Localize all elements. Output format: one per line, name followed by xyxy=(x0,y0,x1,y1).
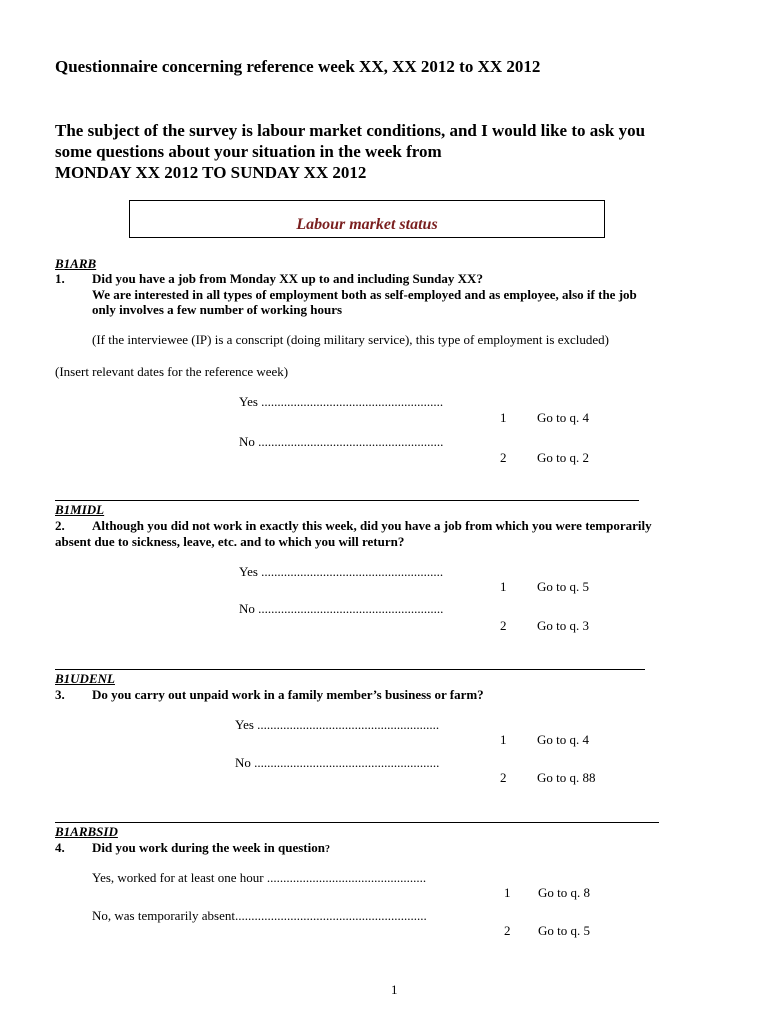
question-code: B1ARBSID xyxy=(55,824,118,839)
answer-option-absent[interactable]: No, was temporarily absent........................................................... xyxy=(92,908,427,923)
answer-code: 2 xyxy=(500,618,507,633)
goto-instruction: Go to q. 8 xyxy=(538,885,590,900)
question-code: B1MIDL xyxy=(55,502,105,517)
goto-instruction: Go to q. 2 xyxy=(537,450,589,465)
answer-code: 2 xyxy=(504,923,511,938)
answer-option-no[interactable]: No ......................................................... xyxy=(235,755,440,770)
separator-line xyxy=(55,669,645,670)
answer-option-yes[interactable]: Yes ........................................................ xyxy=(239,394,444,409)
goto-instruction: Go to q. 4 xyxy=(537,410,589,425)
answer-code: 2 xyxy=(500,450,507,465)
question-text-line-2: We are interested in all types of employment both as self-employed and as employee, also if the job xyxy=(92,287,637,302)
answer-option-yes[interactable]: Yes ........................................................ xyxy=(239,564,444,579)
intro-line-1: The subject of the survey is labour market conditions, and I would like to ask you xyxy=(55,121,646,140)
answer-code: 1 xyxy=(500,732,507,747)
answer-option-no[interactable]: No ......................................................... xyxy=(239,434,444,449)
question-number: 3. xyxy=(55,687,65,702)
answer-option-no[interactable]: No ......................................................... xyxy=(239,601,444,616)
answer-code: 2 xyxy=(500,770,507,785)
section-title: Labour market status xyxy=(296,216,438,233)
question-mark: ? xyxy=(324,844,330,855)
question-text-line-1: Do you carry out unpaid work in a family member’s business or farm? xyxy=(92,687,484,702)
question-number: 4. xyxy=(55,840,65,855)
page-number: 1 xyxy=(391,982,398,997)
answer-option-worked[interactable]: Yes, worked for at least one hour ................................................. xyxy=(92,870,427,885)
goto-instruction: Go to q. 4 xyxy=(537,732,589,747)
intro-line-2: some questions about your situation in the week from xyxy=(55,142,442,161)
question-number: 1. xyxy=(55,271,65,286)
question-code: B1ARB xyxy=(55,256,97,271)
separator-line xyxy=(55,500,639,501)
goto-instruction: Go to q. 5 xyxy=(538,923,590,938)
goto-instruction: Go to q. 88 xyxy=(537,770,596,785)
interviewer-note: (If the interviewee (IP) is a conscript (doing military service), this type of employment is excluded) xyxy=(92,332,609,347)
goto-instruction: Go to q. 5 xyxy=(537,579,589,594)
document-title: Questionnaire concerning reference week XX, XX 2012 to XX 2012 xyxy=(55,57,541,76)
question-number: 2. xyxy=(55,518,65,533)
section-title-box xyxy=(129,200,605,238)
separator-line xyxy=(55,822,659,823)
question-text-line-1: Did you work during the week in question? xyxy=(92,840,330,855)
question-code: B1UDENL xyxy=(55,671,115,686)
answer-code: 1 xyxy=(500,579,507,594)
goto-instruction: Go to q. 3 xyxy=(537,618,589,633)
question-text-line-1: Although you did not work in exactly this week, did you have a job from which you were temporarily xyxy=(92,518,652,533)
question-text-line-1: Did you have a job from Monday XX up to and including Sunday XX? xyxy=(92,271,483,286)
answer-code: 1 xyxy=(500,410,507,425)
interviewer-note: (Insert relevant dates for the reference week) xyxy=(55,364,289,379)
question-text-line-3: only involves a few number of working hours xyxy=(92,302,343,317)
answer-option-yes[interactable]: Yes ........................................................ xyxy=(235,717,440,732)
question-text-line-2: absent due to sickness, leave, etc. and to which you will return? xyxy=(55,534,405,549)
intro-line-3: MONDAY XX 2012 TO SUNDAY XX 2012 xyxy=(55,163,367,182)
answer-code: 1 xyxy=(504,885,511,900)
